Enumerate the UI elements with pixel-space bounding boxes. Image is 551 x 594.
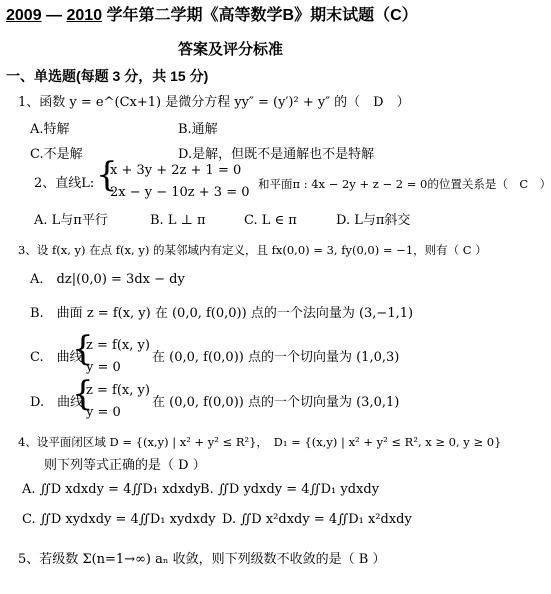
q3-option-b: B. 曲面 z = f(x, y) 在 (0,0, f(0,0)) 点的一个法向量为 (3,−1,1) (30, 306, 414, 321)
q3-d-tail: 在 (0,0, f(0,0)) 点的一个切向量为 (3,0,1) (152, 395, 400, 410)
q3-d-equation-1: z = f(x, y) (86, 383, 150, 398)
section-title: 一、单选题(每题 3 分，共 15 分) (6, 68, 209, 84)
exam-title-rest: 学年第二学期《高等数学B》期末试题（C） (106, 7, 418, 24)
q3-option-a: A. dz|(0,0) = 3dx − dy (30, 272, 185, 287)
question-5-stem: 5、若级数 Σ(n=1→∞) aₙ 收敛，则下列级数不收敛的是（ B ） (18, 552, 386, 567)
q1-option-c: C.不是解 (30, 147, 83, 162)
q3-d-brace: { (72, 374, 94, 414)
q4-option-b: B. ∬D ydxdy = 4∬D₁ ydxdy (200, 482, 380, 497)
q1-option-b: B.通解 (178, 122, 218, 137)
q2-option-d: D. L与π斜交 (336, 213, 411, 228)
question-1-stem: 1、函数 y = e^(Cx+1) 是微分方程 yy″ = (y′)² + y″ 的（ D ） (18, 95, 410, 110)
q4-option-c: C. ∬D xydxdy = 4∬D₁ xydxdy (22, 512, 216, 527)
question-4-stem: 4、设平面闭区域 D = {(x,y) | x² + y² ≤ R²}， D₁ = {(x,y) | x² + y² ≤ R², x ≥ 0, y ≥ 0} (18, 435, 502, 449)
q4-option-a: A. ∬D xdxdy = 4∬D₁ xdxdy (22, 482, 201, 497)
q2-option-c: C. L ∈ π (244, 213, 297, 228)
question-2-lead: 2、直线L: (34, 176, 95, 191)
year-end: 2010 (66, 7, 103, 24)
q3-option-d-label: D. 曲线 (30, 395, 84, 410)
q1-option-a: A.特解 (30, 122, 70, 137)
q3-d-equation-2: y = 0 (86, 405, 121, 420)
q3-option-c-label: C. 曲线 (30, 350, 83, 365)
q4-option-d: D. ∬D x²dxdy = 4∬D₁ x²dxdy (222, 512, 412, 527)
year-dash: — (46, 7, 63, 24)
q2-option-a: A. L与π平行 (34, 213, 108, 228)
question-4-stem-2: 则下列等式正确的是（ D ） (44, 458, 206, 473)
question-3-stem: 3、设 f(x, y) 在点 f(x, y) 的某邻域内有定义，且 fx(0,0) = 3, fy(0,0) = −1，则有（ C ） (18, 243, 487, 257)
q2-stem-tail: 和平面π : 4x − 2y + z − 2 = 0的位置关系是（ C ） (258, 177, 551, 191)
q2-option-b: B. L ⊥ π (150, 213, 206, 228)
q3-c-tail: 在 (0,0, f(0,0)) 点的一个切向量为 (1,0,3) (152, 350, 400, 365)
q2-brace: { (96, 155, 118, 195)
q2-equation-1: x + 3y + 2z + 1 = 0 (110, 163, 242, 178)
q1-option-d: D.是解，但既不是通解也不是特解 (178, 147, 375, 162)
q3-c-brace: { (72, 329, 94, 369)
year-start: 2009 (6, 7, 42, 24)
q2-equation-2: 2x − y − 10z + 3 = 0 (110, 185, 250, 200)
q3-c-equation-2: y = 0 (86, 360, 121, 375)
q3-c-equation-1: z = f(x, y) (86, 338, 150, 353)
page-subtitle: 答案及评分标准 (178, 41, 284, 58)
exam-title (6, 2, 418, 25)
